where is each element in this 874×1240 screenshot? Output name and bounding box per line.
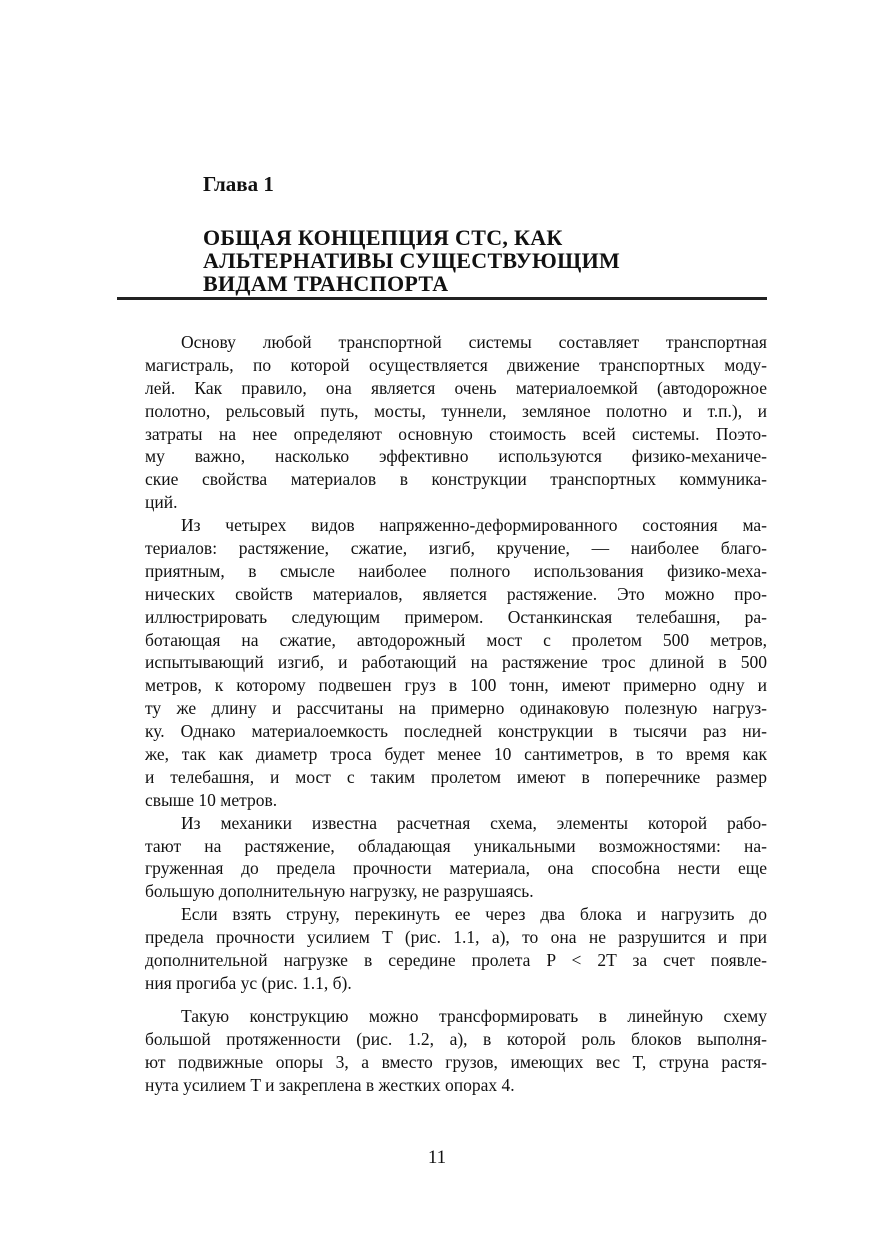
text-line: большую дополнительную нагрузку, не разрушаясь. — [145, 881, 534, 902]
text-line: ций. — [145, 492, 178, 513]
paragraph — [145, 903, 767, 995]
text-line: нических свойств материалов, является растяжение. Это можно про- — [145, 583, 767, 604]
chapter-title-line: ОБЩАЯ КОНЦЕПЦИЯ СТС, КАК — [203, 225, 563, 250]
page-number: 11 — [427, 1147, 447, 1168]
text-line: затраты на нее определяют основную стоимость всей системы. Поэто- — [145, 423, 767, 444]
text-line: ские свойства материалов в конструкции транспортных коммуника- — [145, 469, 767, 490]
text-line: ту же длину и рассчитаны на примерно одинаковую полезную нагруз- — [145, 698, 767, 719]
paragraph — [145, 812, 767, 904]
text-line: дополнительной нагрузке в середине пролета P < 2T за счет появле- — [145, 950, 767, 971]
text-line: Такую конструкцию можно трансформировать в линейную схему — [181, 1005, 767, 1026]
text-line: тают на растяжение, обладающая уникальными возможностями: на- — [145, 835, 767, 856]
text-line: ку. Однако материалоемкость последней конструкции в тысячи раз ни- — [145, 721, 767, 742]
text-line: свыше 10 метров. — [145, 789, 278, 810]
text-line: му важно, насколько эффективно используются физико-механиче- — [145, 446, 767, 467]
text-line: лей. Как правило, она является очень материалоемкой (автодорожное — [145, 377, 767, 398]
text-line: Основу любой транспортной системы составляет транспортная — [181, 332, 767, 352]
text-line: Если взять струну, перекинуть ее через два блока и нагрузить до — [181, 904, 767, 925]
chapter-title-line: АЛЬТЕРНАТИВЫ СУЩЕСТВУЮЩИМ — [203, 248, 621, 273]
text-line: Из четырех видов напряженно-деформированного состояния ма- — [181, 515, 767, 536]
text-line: испытывающий изгиб, и работающий на растяжение трос длиной в 500 — [145, 652, 767, 673]
text-line: приятным, в смысле наиболее полного использования физико-меха- — [145, 560, 767, 581]
text-line: нута усилием T и закреплена в жестких опорах 4. — [145, 1074, 515, 1095]
paragraph — [145, 514, 767, 812]
chapter-label: Глава 1 — [203, 172, 274, 196]
text-line: Из механики известна расчетная схема, элементы которой рабо- — [181, 812, 767, 833]
text-line: предела прочности усилием T (рис. 1.1, а), то она не разрушится и при — [145, 927, 767, 948]
text-line: же, так как диаметр троса будет менее 10 сантиметров, в то время как — [145, 744, 767, 765]
text-line: ботающая на сжатие, автодорожный мост с пролетом 500 метров, — [145, 629, 767, 650]
title-divider — [117, 297, 767, 300]
paragraph — [145, 331, 767, 514]
text-line: большой протяженности (рис. 1.2, а), в которой роль блоков выполня- — [145, 1028, 767, 1049]
text-line: ния прогиба yc (рис. 1.1, б). — [145, 972, 352, 993]
chapter-title-line: ВИДАМ ТРАНСПОРТА — [203, 271, 449, 296]
paragraph — [145, 1005, 767, 1097]
text-line: метров, к которому подвешен груз в 100 тонн, имеют примерно одну и — [145, 675, 767, 696]
text-line: иллюстрировать следующим примером. Останкинская телебашня, ра- — [145, 606, 767, 627]
text-line: и телебашня, и мост с таким пролетом имеют в поперечнике размер — [145, 766, 767, 787]
chapter-title — [203, 226, 620, 295]
text-line: ют подвижные опоры 3, а вместо грузов, имеющих вес T, струна растя- — [145, 1051, 767, 1072]
text-line: полотно, рельсовый путь, мосты, туннели, земляное полотно и т.п.), и — [145, 400, 767, 421]
text-line: магистраль, по которой осуществляется движение транспортных моду- — [145, 354, 767, 375]
text-line: груженная до предела прочности материала, она способна нести еще — [145, 858, 767, 879]
body-text — [145, 331, 767, 1096]
text-line: териалов: растяжение, сжатие, изгиб, кручение, — наиболее благо- — [145, 538, 767, 559]
